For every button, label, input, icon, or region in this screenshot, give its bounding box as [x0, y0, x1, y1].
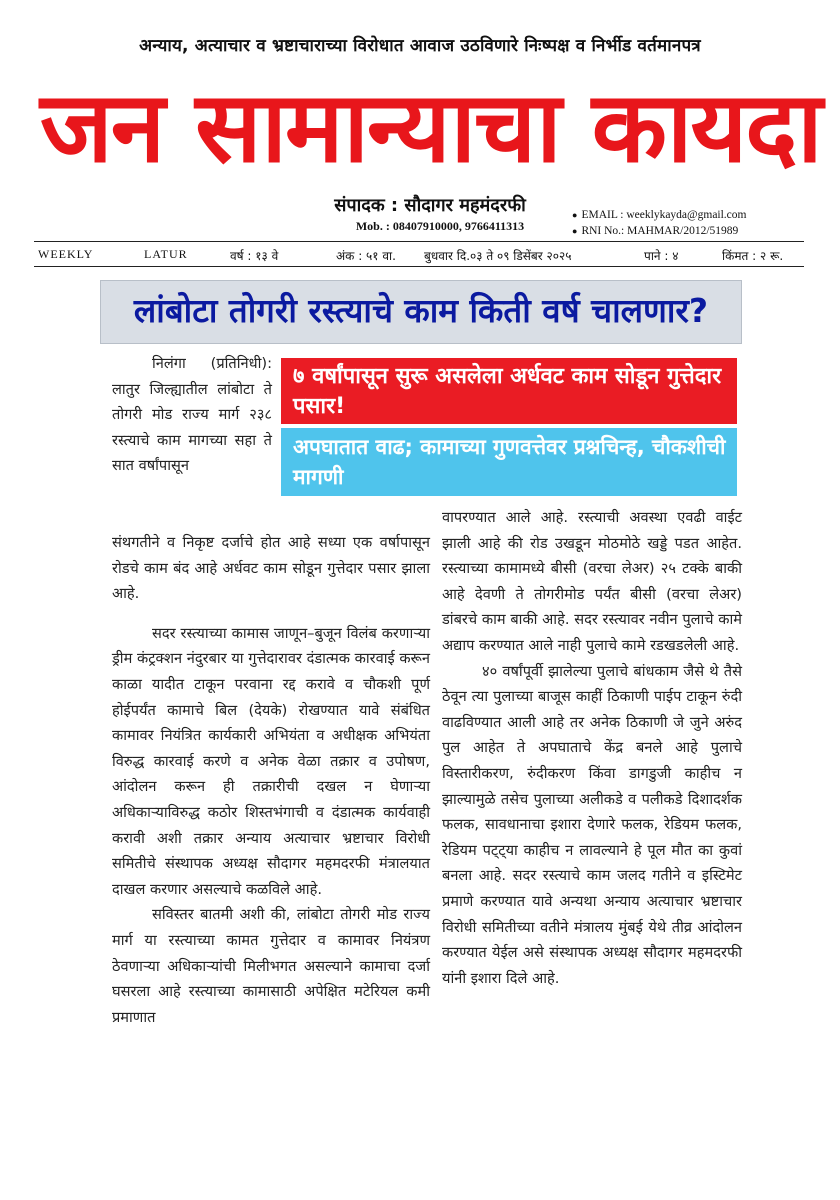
meta-date: बुधवार दि.०३ ते ०९ डिसेंबर २०२५: [424, 249, 572, 263]
meta-city: LATUR: [144, 247, 188, 261]
masthead-title: जन सामान्याचा कायदा: [40, 71, 821, 185]
contact-block: [572, 207, 747, 239]
paragraph: वापरण्यात आले आहे. रस्त्याची अवस्था एवढी वाईट झाली आहे की रोड उखडून मोठमोठे खड्डे पडत आहेत. रस्त्याच्या कामामध्ये बीसी (वरचा लेअर) २५ टक्के बाकी आहे देवणी ते तोगरीमोड पर्यंत बीसी (वरचा लेअर) डांबरचे काम बाकी आहे. सदर रस्त्यावर नवीन पुलाचे कामे अद्याप करण्यात आले नाही पुलाचे कामे रडखडलेली आहे.: [442, 509, 742, 654]
lead-paragraph: निलंगा (प्रतिनिधी): लातुर जिल्ह्यातील लांबोटा ते तोगरी मोड राज्य मार्ग २३८ रस्त्याचे काम मागच्या सहा ते सात वर्षांपासून: [112, 355, 272, 475]
meta-year: वर्ष : १३ वे: [230, 249, 279, 263]
rni-text: RNI No.: MAHMAR/2012/51989: [581, 225, 739, 237]
tagline: अन्याय, अत्याचार व भ्रष्टाचाराच्या विरोधात आवाज उठविणारे निःष्पक्ष व निर्भीड वर्तमानपत्र: [139, 36, 701, 56]
article-headline: लांबोटा तोगरी रस्त्याचे काम किती वर्ष चालणार?: [100, 280, 742, 344]
bullet-icon: ●: [572, 226, 578, 236]
subheadline-blue: अपघातात वाढ; कामाच्या गुणवत्तेवर प्रश्नचिन्ह, चौकशीची मागणी: [281, 428, 737, 496]
article-column-2: [442, 505, 742, 991]
editor-name: संपादक : सौदागर महमंदरफी: [334, 195, 526, 216]
rni-line: [572, 223, 747, 239]
meta-rule-top: [34, 241, 804, 242]
meta-rule-bottom: [34, 266, 804, 267]
article-column-1: [112, 530, 430, 1030]
email-line: [572, 207, 747, 223]
paragraph: ४० वर्षांपूर्वी झालेल्या पुलाचे बांधकाम जैसे थे तैसे ठेवून त्या पुलाच्या बाजूस काहीं ठिकाणी पाईप टाकून रुंदी वाढविण्यात आली आहे तर अनेक ठिकाणी जे जुने अरुंद पुल आहेत ते अपघाताचे केंद्र बनले आहे पुलाचे विस्तारीकरण, रुंदीकरण किंवा डागडुजी काहीच न झाल्यामुळे तसेच पुलाच्या अलीकडे व पलीकडे दिशादर्शक फलक, सावधानाचा इशारा देणारे फलक, रेडियम फलक, रेडियम पट्ट्या काहीच न लावल्याने हे पूल मौत का कुवां बनला आहे. सदर रस्त्याचे काम जलद गतीने व इस्टिमेट प्रमाणे करण्यात यावे अन्यथा अन्याय अत्याचार भ्रष्टाचार विरोधी समितीच्या वतीने मंत्रालय मुंबई येथे तीव्र आंदोलन करण्यात येईल असे संस्थापक अध्यक्ष सौदागर महमदरफी यांनी इशारा दिले आहे.: [442, 662, 742, 987]
article-column-1-lead: [112, 351, 272, 479]
mobile-numbers: Mob. : 08407910000, 9766411313: [355, 219, 525, 233]
meta-price: किंमत : २ रू.: [722, 249, 784, 263]
meta-issue: अंक : ५१ वा.: [336, 249, 396, 263]
paragraph: सविस्तर बातमी अशी की, लांबोटा तोगरी मोड राज्य मार्ग या रस्त्याच्या कामत गुत्तेदार व कामावर नियंत्रण ठेवणाऱ्या अधिकाऱ्यांची मिलीभगत असल्याने कामाचा दर्जा घसरला आहे रस्त्याच्या कामासाठी अपेक्षित मटेरियल कमी प्रमाणात: [112, 906, 430, 1026]
paragraph: संथगतीने व निकृष्ट दर्जाचे होत आहे सध्या एक वर्षापासून रोडचे काम बंद आहे अर्धवट काम सोडून गुत्तेदार पसार झाला आहे.: [112, 534, 430, 603]
paragraph: सदर रस्त्याच्या कामास जाणून–बुजून विलंब करणाऱ्या ड्रीम कंट्रक्शन नंदुरबार या गुत्तेदारावर दंडात्मक कारवाई करून काळा यादीत टाकून परवाना रद्द करावे व चौकशी पूर्ण होईपर्यंत कामाचे बिल (देयके) रोखण्यात यावे संबंधित कामावर नियंत्रित कार्यकारी अभियंता व अधीक्षक अभियंता विरुद्ध कारवाई करणे व अनेक वेळा तक्रार व उपोषण, आंदोलन करून ही तक्रारीची दखल न घेणाऱ्या अधिकाऱ्याविरुद्ध कठोर शिस्तभंगाची व दंडात्मक कार्यवाही करावी अशी तक्रार अन्याय अत्याचार भ्रष्टाचार विरोधी समितीचे संस्थापक अध्यक्ष सौदागर महमदरफी मंत्रालयात दाखल करणार असल्याचे कळविले आहे.: [112, 624, 430, 898]
meta-frequency: WEEKLY: [38, 247, 94, 261]
email-text: EMAIL : weeklykayda@gmail.com: [581, 209, 747, 221]
subheadline-red: ७ वर्षांपासून सुरू असलेला अर्धवट काम सोडून गुत्तेदार पसार!: [281, 358, 737, 424]
meta-pages: पाने : ४: [644, 249, 679, 263]
bullet-icon: ●: [572, 210, 578, 220]
